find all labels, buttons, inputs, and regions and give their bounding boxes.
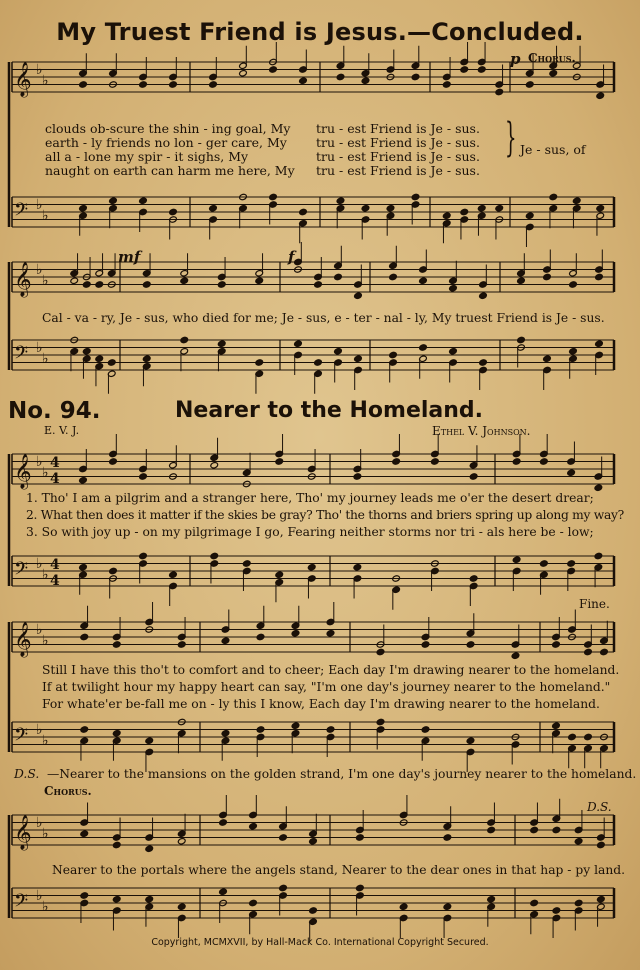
svg-text:♭: ♭ [36, 454, 43, 470]
refrain-line-4: tru - est Friend is Je - sus. [316, 163, 480, 178]
words-by: E. V. J. [44, 424, 80, 437]
svg-text:♭: ♭ [36, 622, 43, 638]
svg-text:𝄢: 𝄢 [14, 559, 29, 584]
svg-text:𝄢: 𝄢 [14, 343, 29, 368]
svg-text:𝄢: 𝄢 [14, 725, 29, 750]
dynamic-mezzo-forte: mf [118, 248, 141, 266]
fine-mark: Fine. [579, 597, 610, 611]
svg-text:♭: ♭ [42, 465, 49, 481]
verse-brace: } [505, 115, 517, 161]
svg-text:♭: ♭ [42, 351, 49, 367]
ds-line: —Nearer to the mansions on the golden strand, I'm one day's journey nearer to the homeland. [47, 767, 637, 781]
svg-text:♭: ♭ [36, 262, 43, 278]
svg-text:𝄞: 𝄞 [14, 62, 32, 97]
verse-94-1: 1. Tho' I am a pilgrim and a stranger here, Tho' my journey leads me o'er the desert drear; [26, 491, 594, 505]
svg-text:4: 4 [50, 573, 60, 589]
verse-line-1: clouds ob-scure the shin - ing goal, My [45, 121, 291, 136]
svg-text:♭: ♭ [42, 208, 49, 224]
svg-text:♭: ♭ [36, 340, 43, 356]
chorus-start-lyric: Je - sus, of [520, 142, 586, 157]
chorus-label-93: Chorus. [528, 51, 576, 65]
chorus-label-94: Chorus. [44, 784, 92, 798]
svg-text:♭: ♭ [42, 733, 49, 749]
svg-text:♭: ♭ [42, 273, 49, 289]
verse-94-part2-2: If at twilight hour my happy heart can say, "I'm one day's journey nearer to the homeland." [42, 680, 611, 694]
hymn-94-title: Nearer to the Homeland. [175, 398, 484, 423]
svg-text:4: 4 [50, 455, 60, 471]
verse-line-3: all a - lone my spir - it sighs, My [45, 149, 249, 164]
chorus-lyric-line: Cal - va - ry, Je - sus, who died for me; Je - sus, e - ter - nal - ly, My truest Friend is Je - sus. [42, 311, 605, 325]
svg-text:♭: ♭ [36, 197, 43, 213]
svg-text:♭: ♭ [36, 888, 43, 904]
svg-text:♭: ♭ [36, 815, 43, 831]
hymn-93-title: My Truest Friend is Jesus.—Concluded. [56, 18, 584, 46]
svg-text:𝄢: 𝄢 [14, 891, 29, 916]
svg-text:𝄞: 𝄞 [14, 622, 32, 657]
dynamic-forte: f [288, 248, 295, 266]
svg-text:♭: ♭ [42, 899, 49, 915]
refrain-line-1: tru - est Friend is Je - sus. [316, 121, 480, 136]
svg-text:𝄞: 𝄞 [14, 454, 32, 489]
svg-text:♭: ♭ [36, 722, 43, 738]
svg-text:♭: ♭ [36, 556, 43, 572]
chorus-94-line: Nearer to the portals where the angels stand, Nearer to the dear ones in that hap - py land. [52, 863, 626, 877]
verse-line-2: earth - ly friends no lon - ger care, My [45, 135, 287, 150]
verse-line-4: naught on earth can harm me here, My [45, 163, 295, 178]
copyright-notice: Copyright, MCMXVII, by Hall-Mack Co. International Copyright Secured. [151, 937, 489, 948]
svg-text:4: 4 [50, 557, 60, 573]
refrain-line-3: tru - est Friend is Je - sus. [316, 149, 480, 164]
ds-mark: D.S. [587, 800, 612, 814]
verse-94-part2-3: For whate'er be-fall me on - ly this I know, Each day I'm drawing nearer to the homeland. [42, 697, 600, 711]
verse-94-part2-1: Still I have this tho't to comfort and to cheer; Each day I'm drawing nearer to the homeland. [42, 663, 620, 677]
svg-text:𝄞: 𝄞 [14, 262, 32, 297]
composer: Ethel V. Johnson. [432, 424, 531, 438]
svg-text:♭: ♭ [42, 826, 49, 842]
ds-label: D.S. [14, 767, 40, 781]
svg-text:𝄞: 𝄞 [14, 815, 32, 850]
dynamic-piano: p [510, 50, 521, 68]
svg-text:4: 4 [50, 471, 60, 487]
svg-text:♭: ♭ [36, 62, 43, 78]
hymn-number: No. 94. [8, 398, 101, 424]
svg-text:♭: ♭ [42, 567, 49, 583]
svg-text:𝄢: 𝄢 [14, 200, 29, 225]
verse-94-2: 2. What then does it matter if the skies be gray? Tho' the thorns and briers spring up along my way? [26, 508, 624, 522]
refrain-line-2: tru - est Friend is Je - sus. [316, 135, 480, 150]
verse-94-3: 3. So with joy up - on my pilgrimage I go, Fearing neither storms nor tri - als here be - low; [26, 525, 594, 539]
svg-text:♭: ♭ [42, 633, 49, 649]
svg-text:♭: ♭ [42, 73, 49, 89]
